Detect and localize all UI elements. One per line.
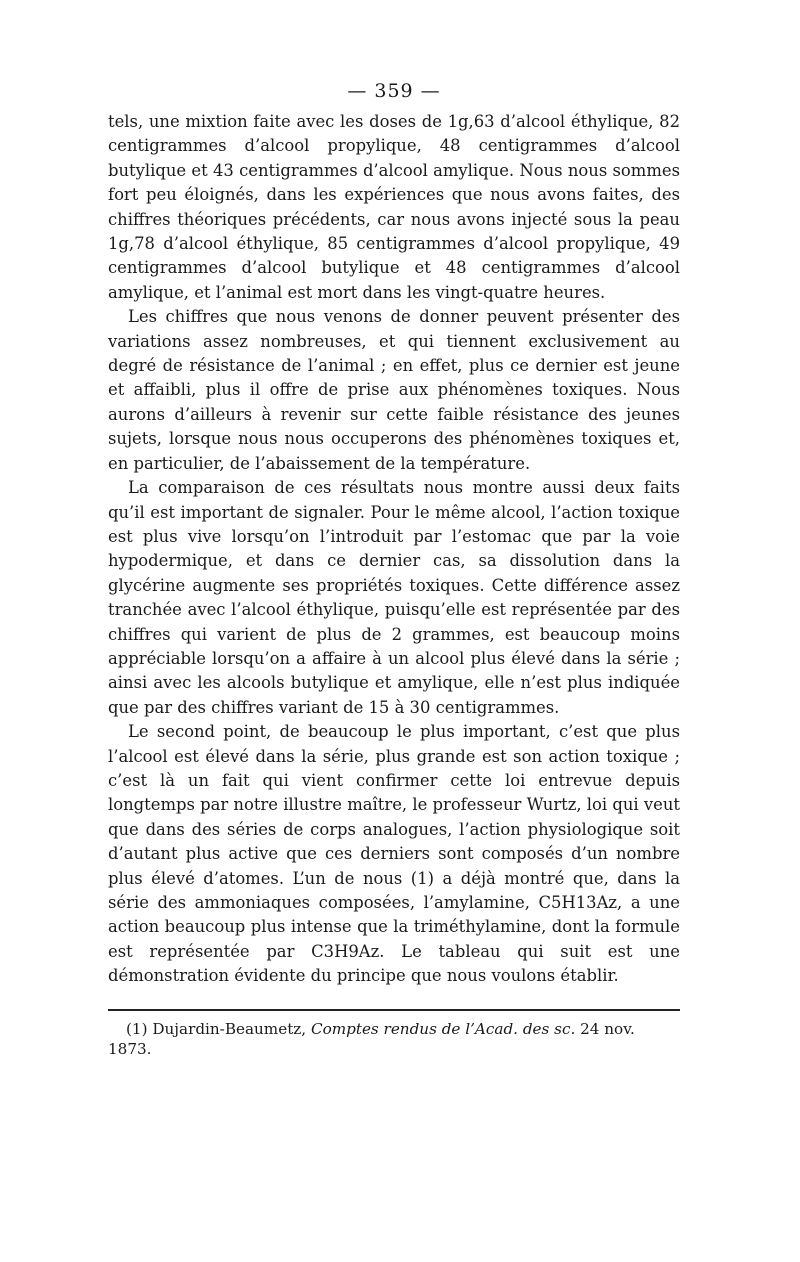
footnote-marker: (1): [126, 1019, 148, 1038]
paragraph-variations: Les chiffres que nous venons de donner peuvent présenter des variations assez nombreuses, et qui tiennent exclusivement au degré de résistance de l’animal ; en effet, plus ce dernier est jeune et affaibli, plus il offre de prise aux phénomènes toxiques. Nous aurons d’ailleurs à revenir sur cette faible résistance des jeunes sujets, lorsque nous nous occuperons des phénomènes toxiques et, en particulier, de l’abaissement de la température.: [108, 307, 680, 473]
paragraph-comparison: La comparaison de ces résultats nous montre aussi deux faits qu’il est important de signaler. Pour le même alcool, l’action toxique est plus vive lorsqu’on l’introduit par l’estomac que par la voie hypodermique, et dans ce dernier cas, sa dissolution dans la glycérine augmente ses propriétés toxiques. Cette différence assez tranchée avec l’alcool éthylique, puisqu’elle est représentée par des chiffres qui varient de plus de 2 grammes, est beaucoup moins appréciable lorsqu’on a affaire à un alcool plus élevé dans la série ; ainsi avec les alcools butylique et amylique, elle n’est plus indiquée que par des chiffres variant de 15 à 30 centigrammes.: [108, 478, 680, 717]
footnote: [108, 1019, 680, 1059]
page-number: — 359 —: [347, 80, 441, 102]
footnote-date: 24 nov. 1873.: [108, 1019, 635, 1058]
footnote-author: Dujardin-Beaumetz,: [152, 1019, 307, 1038]
footnote-divider: [108, 1009, 680, 1011]
document-page: [108, 80, 680, 1059]
paragraph-second-point: Le second point, de beaucoup le plus important, c’est que plus l’alcool est élevé dans la série, plus grande est son action toxique ; c’est là un fait qui vient confirmer cette loi entrevue depuis longtemps par notre illustre maître, le professeur Wurtz, loi qui veut que dans des séries de corps analogues, l’action physiologique soit d’autant plus active que ces derniers sont composés d’un nombre plus élevé d’atomes. L’un de nous (1) a déjà montré que, dans la série des ammoniaques composées, l’amylamine, C5H13Az, a une action beaucoup plus intense que la triméthylamine, dont la formule est représentée par C3H9Az. Le tableau qui suit est une démonstration évidente du principe que nous voulons établir.: [108, 722, 680, 986]
paragraph-continuation: tels, une mixtion faite avec les doses de 1g,63 d’alcool éthylique, 82 centigrammes d’alcool propylique, 48 centigrammes d’alcool butylique et 43 centigrammes d’alcool amylique. Nous nous sommes fort peu éloignés, dans les expériences que nous avons faites, des chiffres théoriques précédents, car nous avons injecté sous la peau 1g,78 d’alcool éthylique, 85 centigrammes d’alcool propylique, 49 centigrammes d’alcool butylique et 48 centigrammes d’alcool amylique, et l’animal est mort dans les vingt-quatre heures.: [108, 112, 680, 302]
footnote-journal: Comptes rendus de l’Acad. des sc.: [310, 1019, 576, 1038]
